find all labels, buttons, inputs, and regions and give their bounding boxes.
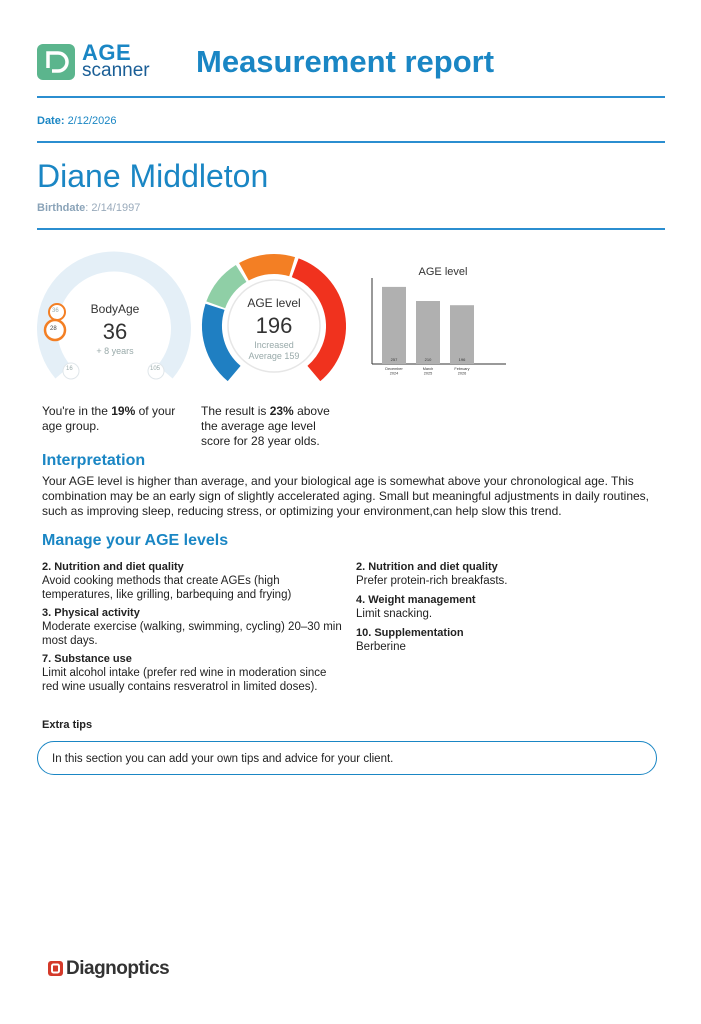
tip-title: 2. Nutrition and diet quality — [356, 561, 498, 573]
patient-name: Diane Middleton — [37, 158, 269, 194]
x-tick-label: February — [454, 367, 470, 371]
manage-heading: Manage your AGE levels — [42, 532, 229, 549]
tip-title: 4. Weight management — [356, 594, 476, 606]
date-row — [37, 114, 117, 128]
interpretation-heading: Interpretation — [42, 452, 146, 469]
tip-title: 3. Physical activity — [42, 607, 140, 619]
tip-text: Limit alcohol intake (prefer red wine in moderation since red wine usually contains resveratrol in limited doses). — [42, 667, 327, 693]
bodyage-marker-chrono: 28 — [50, 326, 57, 332]
agelevel-card — [196, 244, 352, 394]
bar — [416, 301, 440, 364]
birthdate-value: : 2/14/1997 — [85, 202, 141, 214]
bodyage-scale-min: 16 — [66, 366, 73, 372]
extra-tips-text: In this section you can add your own tips and advice for your client. — [52, 753, 394, 765]
agescanner-logo-icon — [37, 44, 75, 80]
bodyage-card — [37, 244, 193, 394]
tip-item — [42, 560, 342, 602]
tip-item — [356, 593, 656, 621]
x-tick-label: December — [385, 367, 403, 371]
bar-value-label: 196 — [458, 357, 466, 362]
bar-value-label: 210 — [424, 357, 432, 362]
tip-title: 10. Supplementation — [356, 627, 464, 639]
manage-right-column — [356, 560, 656, 654]
chart-title: AGE level — [418, 266, 468, 278]
bar-value-label: 257 — [390, 357, 398, 362]
bodyage-delta: + 8 years — [96, 346, 134, 356]
tip-text: Avoid cooking methods that create AGEs (high temperatures, like grilling, barbequing and frying) — [42, 575, 292, 601]
x-tick-label: 2025 — [423, 371, 433, 376]
bodyage-caption: You're in the 19% of your age group. — [42, 404, 176, 433]
tip-item — [42, 606, 342, 648]
agelevel-caption: The result is 23% above the average age level score for 28 year olds. — [201, 404, 330, 448]
divider — [37, 96, 665, 98]
age-level-bar-chart — [366, 276, 520, 386]
divider — [37, 228, 665, 230]
bodyage-title: BodyAge — [90, 302, 140, 316]
x-tick-label: March — [422, 367, 434, 371]
x-tick-label: 2024 — [389, 371, 399, 376]
agelevel-average: Average 159 — [248, 351, 300, 361]
bodyage-marker-actual: 36 — [52, 308, 59, 314]
tip-item — [356, 626, 656, 654]
page-title: Measurement report — [196, 44, 495, 79]
bar — [382, 287, 406, 364]
diagnoptics-logo-icon — [48, 961, 63, 976]
bar — [450, 305, 474, 364]
date-value: 2/12/2026 — [67, 115, 117, 127]
agelevel-percent: 23% — [269, 404, 294, 418]
logo-text-top: AGE — [82, 40, 132, 65]
extra-tips-heading: Extra tips — [42, 719, 93, 731]
birthdate-row — [37, 201, 140, 215]
agelevel-title: AGE level — [247, 296, 301, 310]
divider — [37, 141, 665, 143]
tip-text: Limit snacking. — [356, 608, 433, 620]
seg-orange-arc — [244, 264, 292, 272]
bodyage-percentile: 19% — [111, 404, 136, 418]
tip-text: Berberine — [356, 641, 406, 653]
manage-left-column — [42, 560, 342, 694]
bodyage-value: 36 — [102, 319, 128, 344]
tip-text: Moderate exercise (walking, swimming, cycling) 20–30 min most days. — [42, 621, 342, 647]
tip-title: 7. Substance use — [42, 653, 132, 665]
logo-text-bottom: scanner — [82, 60, 150, 81]
tip-title: 2. Nutrition and diet quality — [42, 561, 184, 573]
agelevel-value: 196 — [255, 313, 293, 338]
date-label: Date: — [37, 115, 65, 127]
footer-brand: Diagnoptics — [66, 958, 170, 979]
agelevel-status: Increased — [254, 340, 294, 350]
x-tick-label: 2026 — [457, 371, 467, 376]
tip-item — [42, 652, 342, 694]
tip-text: Prefer protein-rich breakfasts. — [356, 575, 508, 587]
birthdate-label: Birthdate — [37, 202, 86, 214]
interpretation-text: Your AGE level is higher than average, and your biological age is somewhat above your chronological age. This combination may be an early sign of slightly accelerated aging. Small but meaningful adjustments in daily routines, such as improving sleep, reducing stress, or optimizing your environment,can help slow this trend. — [42, 474, 649, 518]
tip-item — [356, 560, 656, 588]
bodyage-scale-max: 105 — [150, 366, 161, 372]
